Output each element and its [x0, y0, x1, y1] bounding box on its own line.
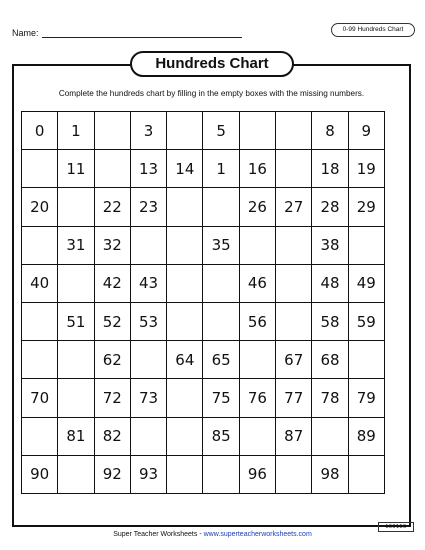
empty-cell[interactable] [167, 417, 203, 455]
empty-cell[interactable] [58, 264, 94, 302]
number-cell: 65 [203, 341, 239, 379]
empty-cell[interactable] [239, 417, 275, 455]
number-cell: 68 [312, 341, 348, 379]
empty-cell[interactable] [167, 112, 203, 150]
number-cell: 58 [312, 302, 348, 340]
number-cell: 73 [130, 379, 166, 417]
empty-cell[interactable] [130, 417, 166, 455]
empty-cell[interactable] [94, 150, 130, 188]
number-cell: 67 [276, 341, 312, 379]
number-cell: 77 [276, 379, 312, 417]
empty-cell[interactable] [167, 188, 203, 226]
number-cell: 76 [239, 379, 275, 417]
empty-cell[interactable] [22, 150, 58, 188]
number-cell: 98 [312, 455, 348, 493]
empty-cell[interactable] [22, 341, 58, 379]
empty-cell[interactable] [276, 302, 312, 340]
page-title: Hundreds Chart [130, 51, 294, 77]
worksheet-code: 100159 [378, 522, 414, 532]
number-cell: 72 [94, 379, 130, 417]
grid-row [22, 455, 385, 493]
number-cell: 23 [130, 188, 166, 226]
number-cell: 42 [94, 264, 130, 302]
number-cell: 49 [348, 264, 384, 302]
empty-cell[interactable] [239, 226, 275, 264]
number-cell: 5 [203, 112, 239, 150]
grid-row [22, 188, 385, 226]
number-cell: 32 [94, 226, 130, 264]
empty-cell[interactable] [58, 188, 94, 226]
grid-row [22, 264, 385, 302]
empty-cell[interactable] [348, 226, 384, 264]
empty-cell[interactable] [312, 417, 348, 455]
name-row [12, 28, 242, 38]
empty-cell[interactable] [348, 455, 384, 493]
number-cell: 29 [348, 188, 384, 226]
empty-cell[interactable] [239, 341, 275, 379]
empty-cell[interactable] [94, 112, 130, 150]
number-cell: 85 [203, 417, 239, 455]
number-cell: 52 [94, 302, 130, 340]
hundreds-grid [21, 111, 385, 494]
empty-cell[interactable] [22, 226, 58, 264]
grid-row [22, 341, 385, 379]
empty-cell[interactable] [203, 188, 239, 226]
empty-cell[interactable] [203, 264, 239, 302]
number-cell: 64 [167, 341, 203, 379]
chart-range-tag: 0-99 Hundreds Chart [331, 23, 415, 37]
instructions: Complete the hundreds chart by filling in the empty boxes with the missing numbers. [58, 89, 365, 98]
number-cell: 26 [239, 188, 275, 226]
number-cell: 9 [348, 112, 384, 150]
number-cell: 1 [58, 112, 94, 150]
footer-brand: Super Teacher Worksheets [113, 531, 198, 538]
number-cell: 16 [239, 150, 275, 188]
number-cell: 31 [58, 226, 94, 264]
number-cell: 93 [130, 455, 166, 493]
empty-cell[interactable] [203, 302, 239, 340]
number-cell: 75 [203, 379, 239, 417]
empty-cell[interactable] [167, 379, 203, 417]
number-cell: 87 [276, 417, 312, 455]
number-cell: 3 [130, 112, 166, 150]
number-cell: 19 [348, 150, 384, 188]
empty-cell[interactable] [167, 264, 203, 302]
grid-row [22, 226, 385, 264]
empty-cell[interactable] [167, 302, 203, 340]
number-cell: 70 [22, 379, 58, 417]
grid-row [22, 302, 385, 340]
number-cell: 46 [239, 264, 275, 302]
empty-cell[interactable] [203, 455, 239, 493]
number-cell: 27 [276, 188, 312, 226]
empty-cell[interactable] [58, 455, 94, 493]
number-cell: 82 [94, 417, 130, 455]
number-cell: 48 [312, 264, 348, 302]
number-cell: 43 [130, 264, 166, 302]
number-cell: 62 [94, 341, 130, 379]
number-cell: 92 [94, 455, 130, 493]
empty-cell[interactable] [276, 455, 312, 493]
grid-row [22, 112, 385, 150]
number-cell: 0 [22, 112, 58, 150]
empty-cell[interactable] [276, 112, 312, 150]
empty-cell[interactable] [58, 341, 94, 379]
empty-cell[interactable] [22, 302, 58, 340]
number-cell: 40 [22, 264, 58, 302]
empty-cell[interactable] [239, 112, 275, 150]
number-cell: 90 [22, 455, 58, 493]
empty-cell[interactable] [130, 341, 166, 379]
number-cell: 35 [203, 226, 239, 264]
empty-cell[interactable] [167, 226, 203, 264]
number-cell: 78 [312, 379, 348, 417]
number-cell: 59 [348, 302, 384, 340]
empty-cell[interactable] [130, 226, 166, 264]
empty-cell[interactable] [22, 417, 58, 455]
number-cell: 56 [239, 302, 275, 340]
number-cell: 79 [348, 379, 384, 417]
number-cell: 51 [58, 302, 94, 340]
name-label: Name: [12, 28, 39, 38]
name-input-line[interactable] [42, 28, 242, 38]
footer-separator: - [197, 531, 204, 538]
empty-cell[interactable] [276, 226, 312, 264]
number-cell: 22 [94, 188, 130, 226]
grid-row [22, 417, 385, 455]
empty-cell[interactable] [276, 264, 312, 302]
footer [0, 531, 425, 538]
empty-cell[interactable] [276, 150, 312, 188]
number-cell: 18 [312, 150, 348, 188]
empty-cell[interactable] [58, 379, 94, 417]
number-cell: 1 [203, 150, 239, 188]
empty-cell[interactable] [348, 341, 384, 379]
empty-cell[interactable] [167, 455, 203, 493]
number-cell: 96 [239, 455, 275, 493]
number-cell: 89 [348, 417, 384, 455]
number-cell: 28 [312, 188, 348, 226]
number-cell: 8 [312, 112, 348, 150]
number-cell: 14 [167, 150, 203, 188]
number-cell: 13 [130, 150, 166, 188]
number-cell: 20 [22, 188, 58, 226]
number-cell: 81 [58, 417, 94, 455]
number-cell: 38 [312, 226, 348, 264]
grid-row [22, 379, 385, 417]
number-cell: 53 [130, 302, 166, 340]
number-cell: 11 [58, 150, 94, 188]
footer-url[interactable]: www.superteacherworksheets.com [203, 531, 312, 538]
grid-row [22, 150, 385, 188]
